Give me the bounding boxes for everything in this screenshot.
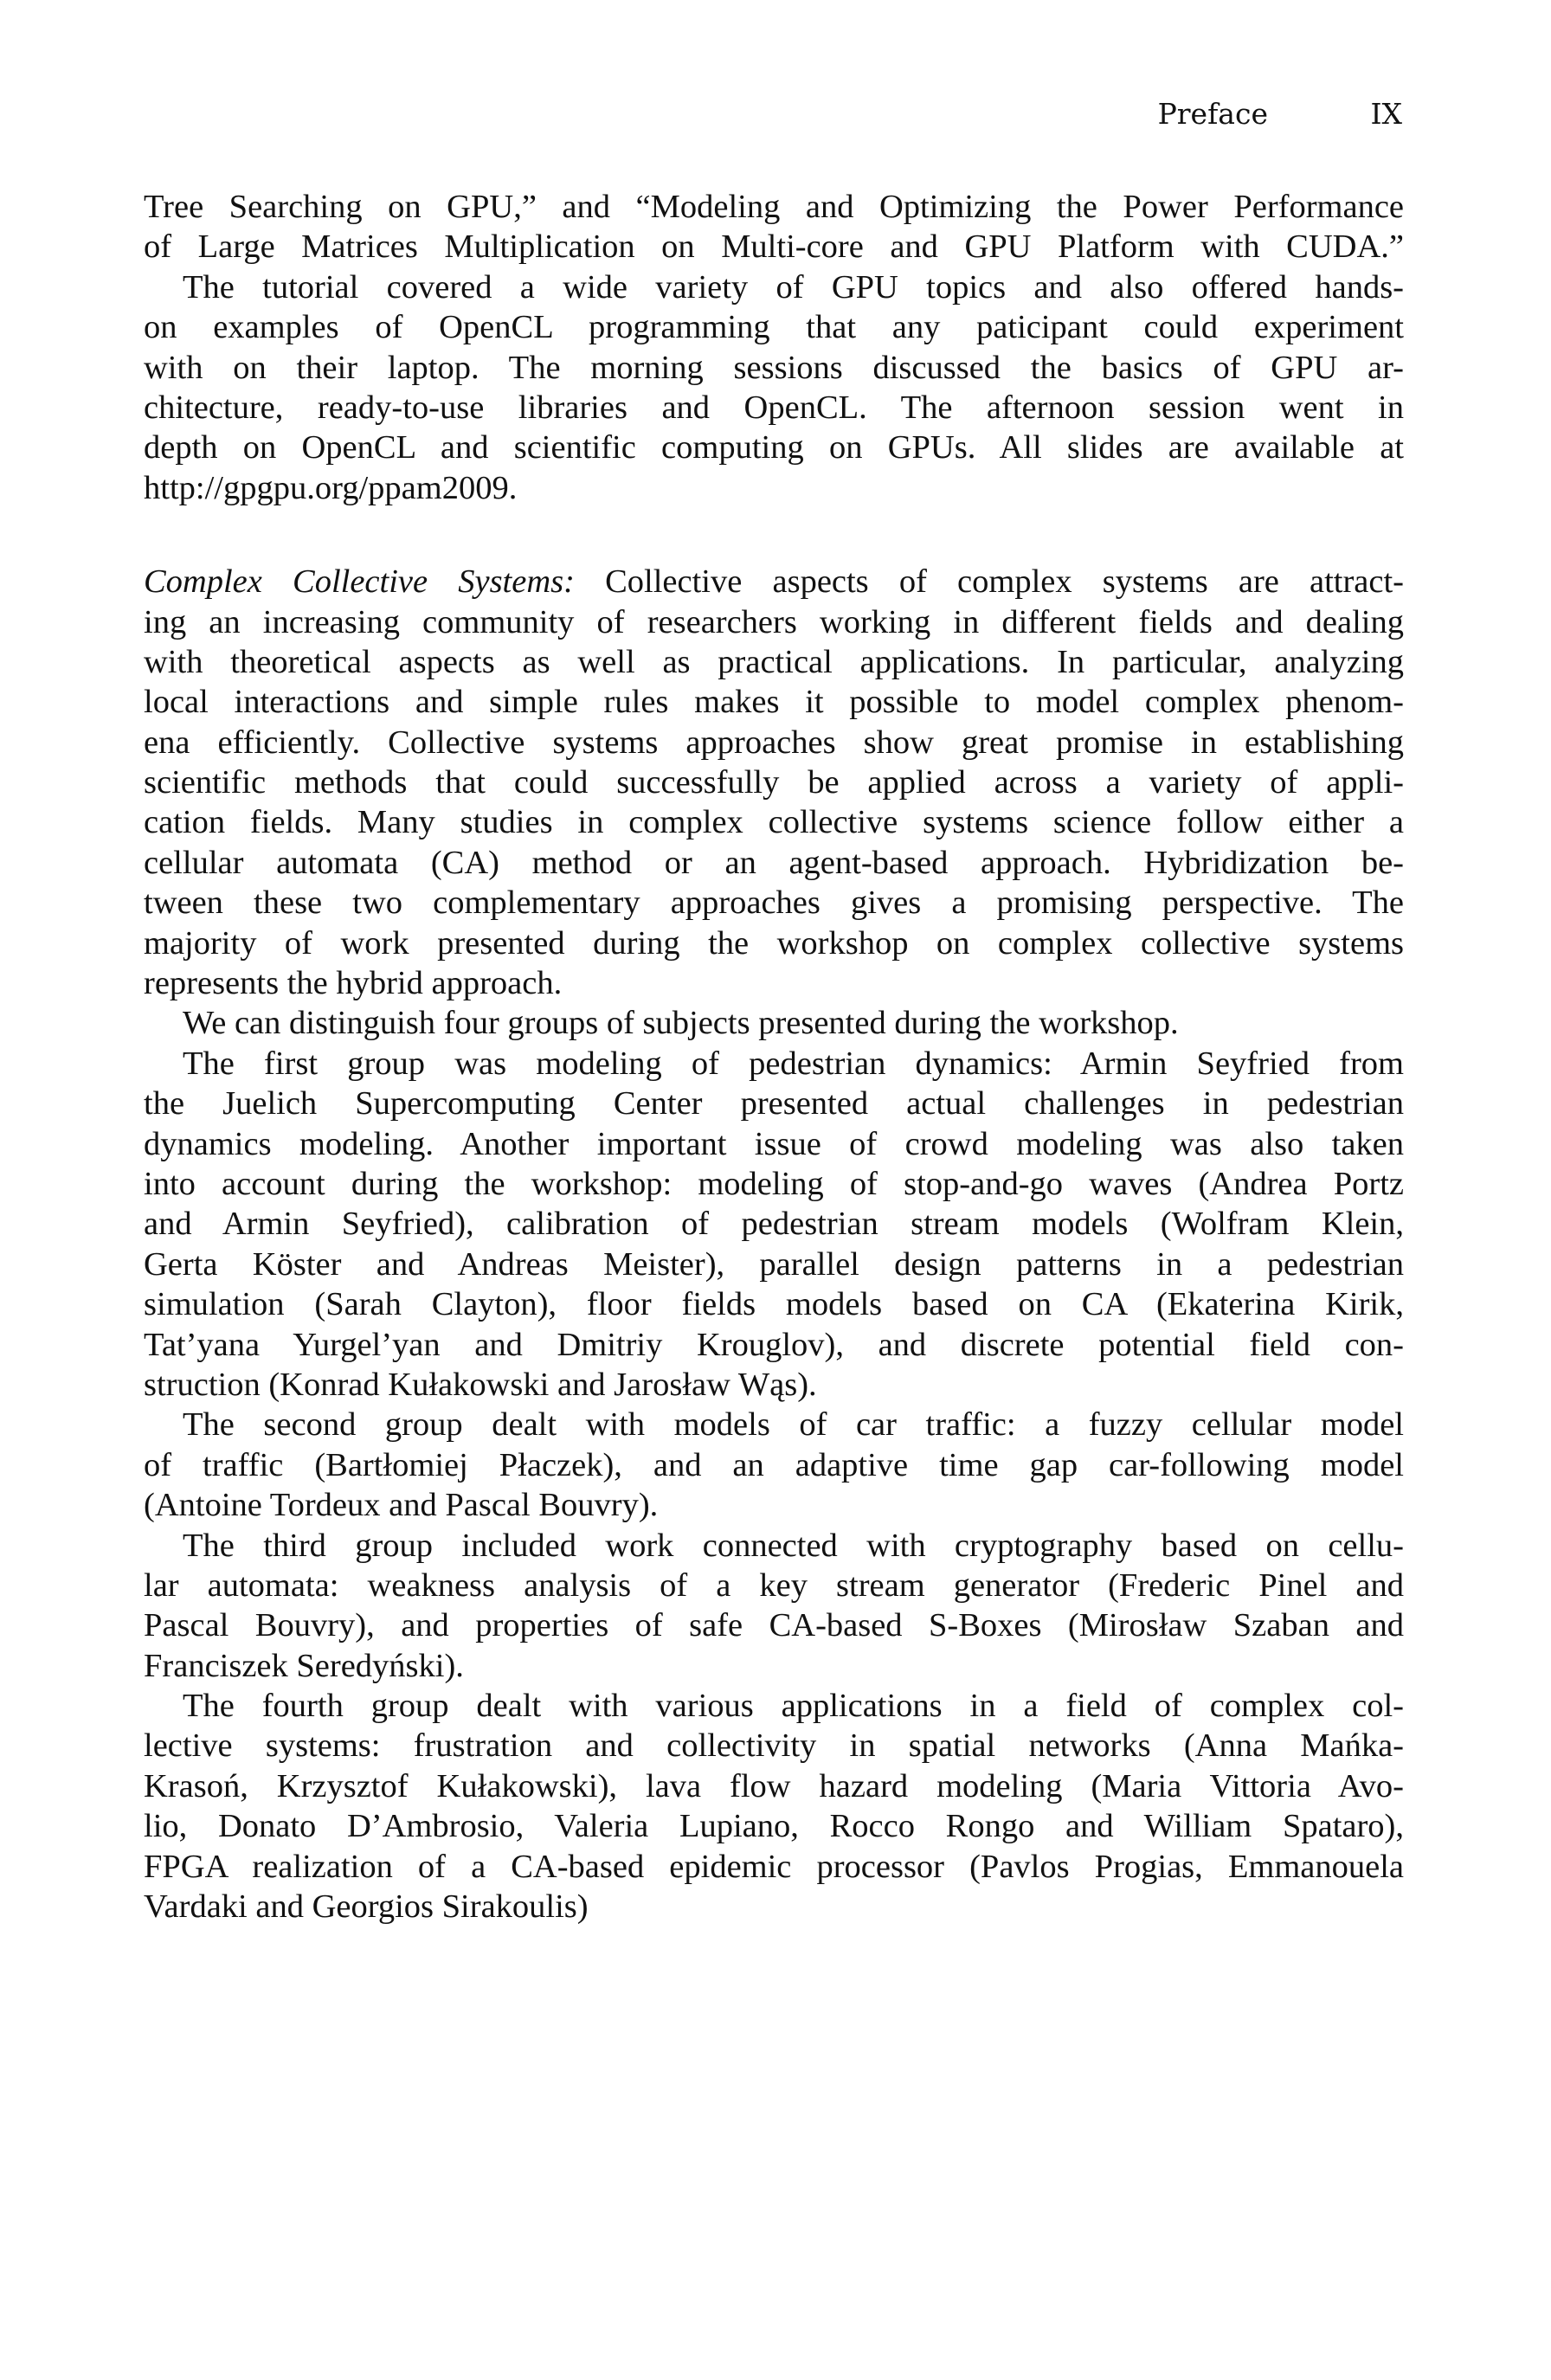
line-text: Gerta Köster and Andreas Meister), parallel design patterns in a pedestrian	[144, 1245, 1404, 1283]
text-line	[144, 307, 1404, 347]
line-text: We can distinguish four groups of subjects presented during the workshop.	[183, 1005, 1179, 1042]
line-text: Vardaki and Georgios Sirakoulis)	[144, 1888, 589, 1926]
line-text: depth on OpenCL and scientific computing on GPUs. All slides are available at	[144, 429, 1404, 466]
text-line	[144, 1124, 1404, 1164]
line-text: lar automata: weakness analysis of a key stream generator (Frederic Pinel and	[144, 1566, 1404, 1604]
line-text: of Large Matrices Multiplication on Multi-core and GPU Platform with CUDA.”	[144, 228, 1404, 266]
line-text: The second group dealt with models of car traffic: a fuzzy cellular model	[183, 1406, 1404, 1444]
text-line	[144, 348, 1404, 388]
line-text: cellular automata (CA) method or an agent-based approach. Hybridization be-	[144, 844, 1404, 881]
text-line	[144, 1044, 1404, 1084]
page-number: IX	[1370, 97, 1402, 131]
text-line	[144, 388, 1404, 428]
running-title: Preface	[1157, 97, 1268, 131]
page-header	[0, 97, 1402, 132]
text-line	[144, 883, 1404, 923]
line-text: dynamics modeling. Another important issue of crowd modeling was also taken	[144, 1125, 1404, 1162]
line-text: of traffic (Bartłomiej Płaczek), and an adaptive time gap car-following model	[144, 1446, 1404, 1483]
line-text: with on their laptop. The morning sessions discussed the basics of GPU ar-	[144, 349, 1404, 386]
text-line	[144, 762, 1404, 802]
text-line	[144, 1245, 1404, 1284]
line-text: ing an increasing community of researchers working in different fields and dealing	[144, 603, 1404, 640]
line-text: on examples of OpenCL programming that any paticipant could experiment	[144, 309, 1404, 346]
text-line	[144, 428, 1404, 467]
line-text: into account during the workshop: modeling of stop-and-go waves (Andrea Portz	[144, 1165, 1404, 1202]
text-line	[144, 1325, 1404, 1365]
text-line	[144, 1526, 1404, 1566]
line-text: The first group was modeling of pedestrian dynamics: Armin Seyfried from	[183, 1045, 1404, 1082]
line-text: The tutorial covered a wide variety of GPU topics and also offered hands-	[183, 268, 1404, 306]
text-line	[144, 602, 1404, 642]
text-line	[144, 1887, 1404, 1927]
gpu-tutorial-section	[144, 187, 1404, 508]
line-text: ena efficiently. Collective systems approaches show great promise in establishing	[144, 724, 1404, 761]
text-line	[144, 642, 1404, 682]
line-text: FPGA realization of a CA-based epidemic processor (Pavlos Progias, Emmanouela	[144, 1848, 1404, 1885]
line-text: http://gpgpu.org/ppam2009.	[144, 469, 518, 506]
text-line	[144, 1806, 1404, 1846]
line-text: Collective aspects of complex systems are attract-	[605, 563, 1405, 601]
text-line	[144, 267, 1404, 307]
text-line	[144, 468, 1404, 508]
line-text: lective systems: frustration and collectivity in spatial networks (Anna Mańka-	[144, 1727, 1404, 1765]
text-line	[144, 802, 1404, 842]
line-text: tween these two complementary approaches gives a promising perspective. The	[144, 884, 1404, 922]
text-line	[144, 1726, 1404, 1766]
line-text: struction (Konrad Kułakowski and Jarosław Wąs).	[144, 1366, 817, 1403]
line-text: chitecture, ready-to-use libraries and OpenCL. The afternoon session went in	[144, 389, 1404, 426]
text-line	[144, 1605, 1404, 1645]
line-text: cation fields. Many studies in complex collective systems science follow either a	[144, 804, 1404, 841]
line-text: majority of work presented during the workshop on complex collective systems	[144, 924, 1404, 962]
line-text: scientific methods that could successfully be applied across a variety of appli-	[144, 764, 1404, 801]
text-line	[144, 1084, 1404, 1123]
text-line	[144, 1204, 1404, 1244]
text-line	[144, 1365, 1404, 1405]
text-line	[144, 723, 1404, 762]
text-line	[144, 682, 1404, 722]
text-line	[144, 843, 1404, 883]
complex-collective-systems-section	[144, 562, 1404, 1927]
text-line	[144, 227, 1404, 267]
line-text: and Armin Seyfried), calibration of pedestrian stream models (Wolfram Klein,	[144, 1206, 1404, 1243]
text-line	[144, 1405, 1404, 1444]
text-line	[144, 963, 1404, 1003]
line-text: Tree Searching on GPU,” and “Modeling and Optimizing the Power Performance	[144, 189, 1404, 225]
line-text: with theoretical aspects as well as practical applications. In particular, analyzing	[144, 643, 1404, 680]
text-line	[144, 1686, 1404, 1726]
line-text: simulation (Sarah Clayton), floor fields models based on CA (Ekaterina Kirik,	[144, 1286, 1404, 1323]
text-line	[144, 1566, 1404, 1605]
line-text: lio, Donato D’Ambrosio, Valeria Lupiano, Rocco Rongo and William Spataro),	[144, 1808, 1404, 1845]
section-heading: Complex Collective Systems:	[144, 563, 575, 601]
text-line	[144, 1284, 1404, 1324]
text-line	[144, 187, 1404, 227]
text-line	[144, 1646, 1404, 1686]
line-text: Franciszek Seredyński).	[144, 1647, 464, 1684]
text-line	[144, 1847, 1404, 1887]
line-text: Tat’yana Yurgel’yan and Dmitriy Krouglov), and discrete potential field con-	[144, 1326, 1404, 1363]
line-text: Pascal Bouvry), and properties of safe CA-based S-Boxes (Mirosław Szaban and	[144, 1607, 1404, 1644]
text-line	[144, 1766, 1404, 1806]
line-text: Krasoń, Krzysztof Kułakowski), lava flow hazard modeling (Maria Vittoria Avo-	[144, 1767, 1404, 1804]
line-text: (Antoine Tordeux and Pascal Bouvry).	[144, 1487, 659, 1524]
text-line	[144, 1003, 1404, 1043]
line-text: represents the hybrid approach.	[144, 965, 563, 1002]
text-line	[144, 1485, 1404, 1525]
text-line	[144, 1445, 1404, 1485]
line-text: The fourth group dealt with various applications in a field of complex col-	[183, 1688, 1404, 1725]
text-line	[144, 923, 1404, 963]
page-body	[144, 187, 1404, 1927]
line-text: The third group included work connected with cryptography based on cellu-	[183, 1527, 1404, 1564]
line-text: local interactions and simple rules makes it possible to model complex phenom-	[144, 684, 1404, 721]
section-gap	[144, 508, 1404, 562]
text-line	[144, 562, 1404, 601]
line-text: the Juelich Supercomputing Center presented actual challenges in pedestrian	[144, 1085, 1404, 1122]
text-line	[144, 1164, 1404, 1204]
